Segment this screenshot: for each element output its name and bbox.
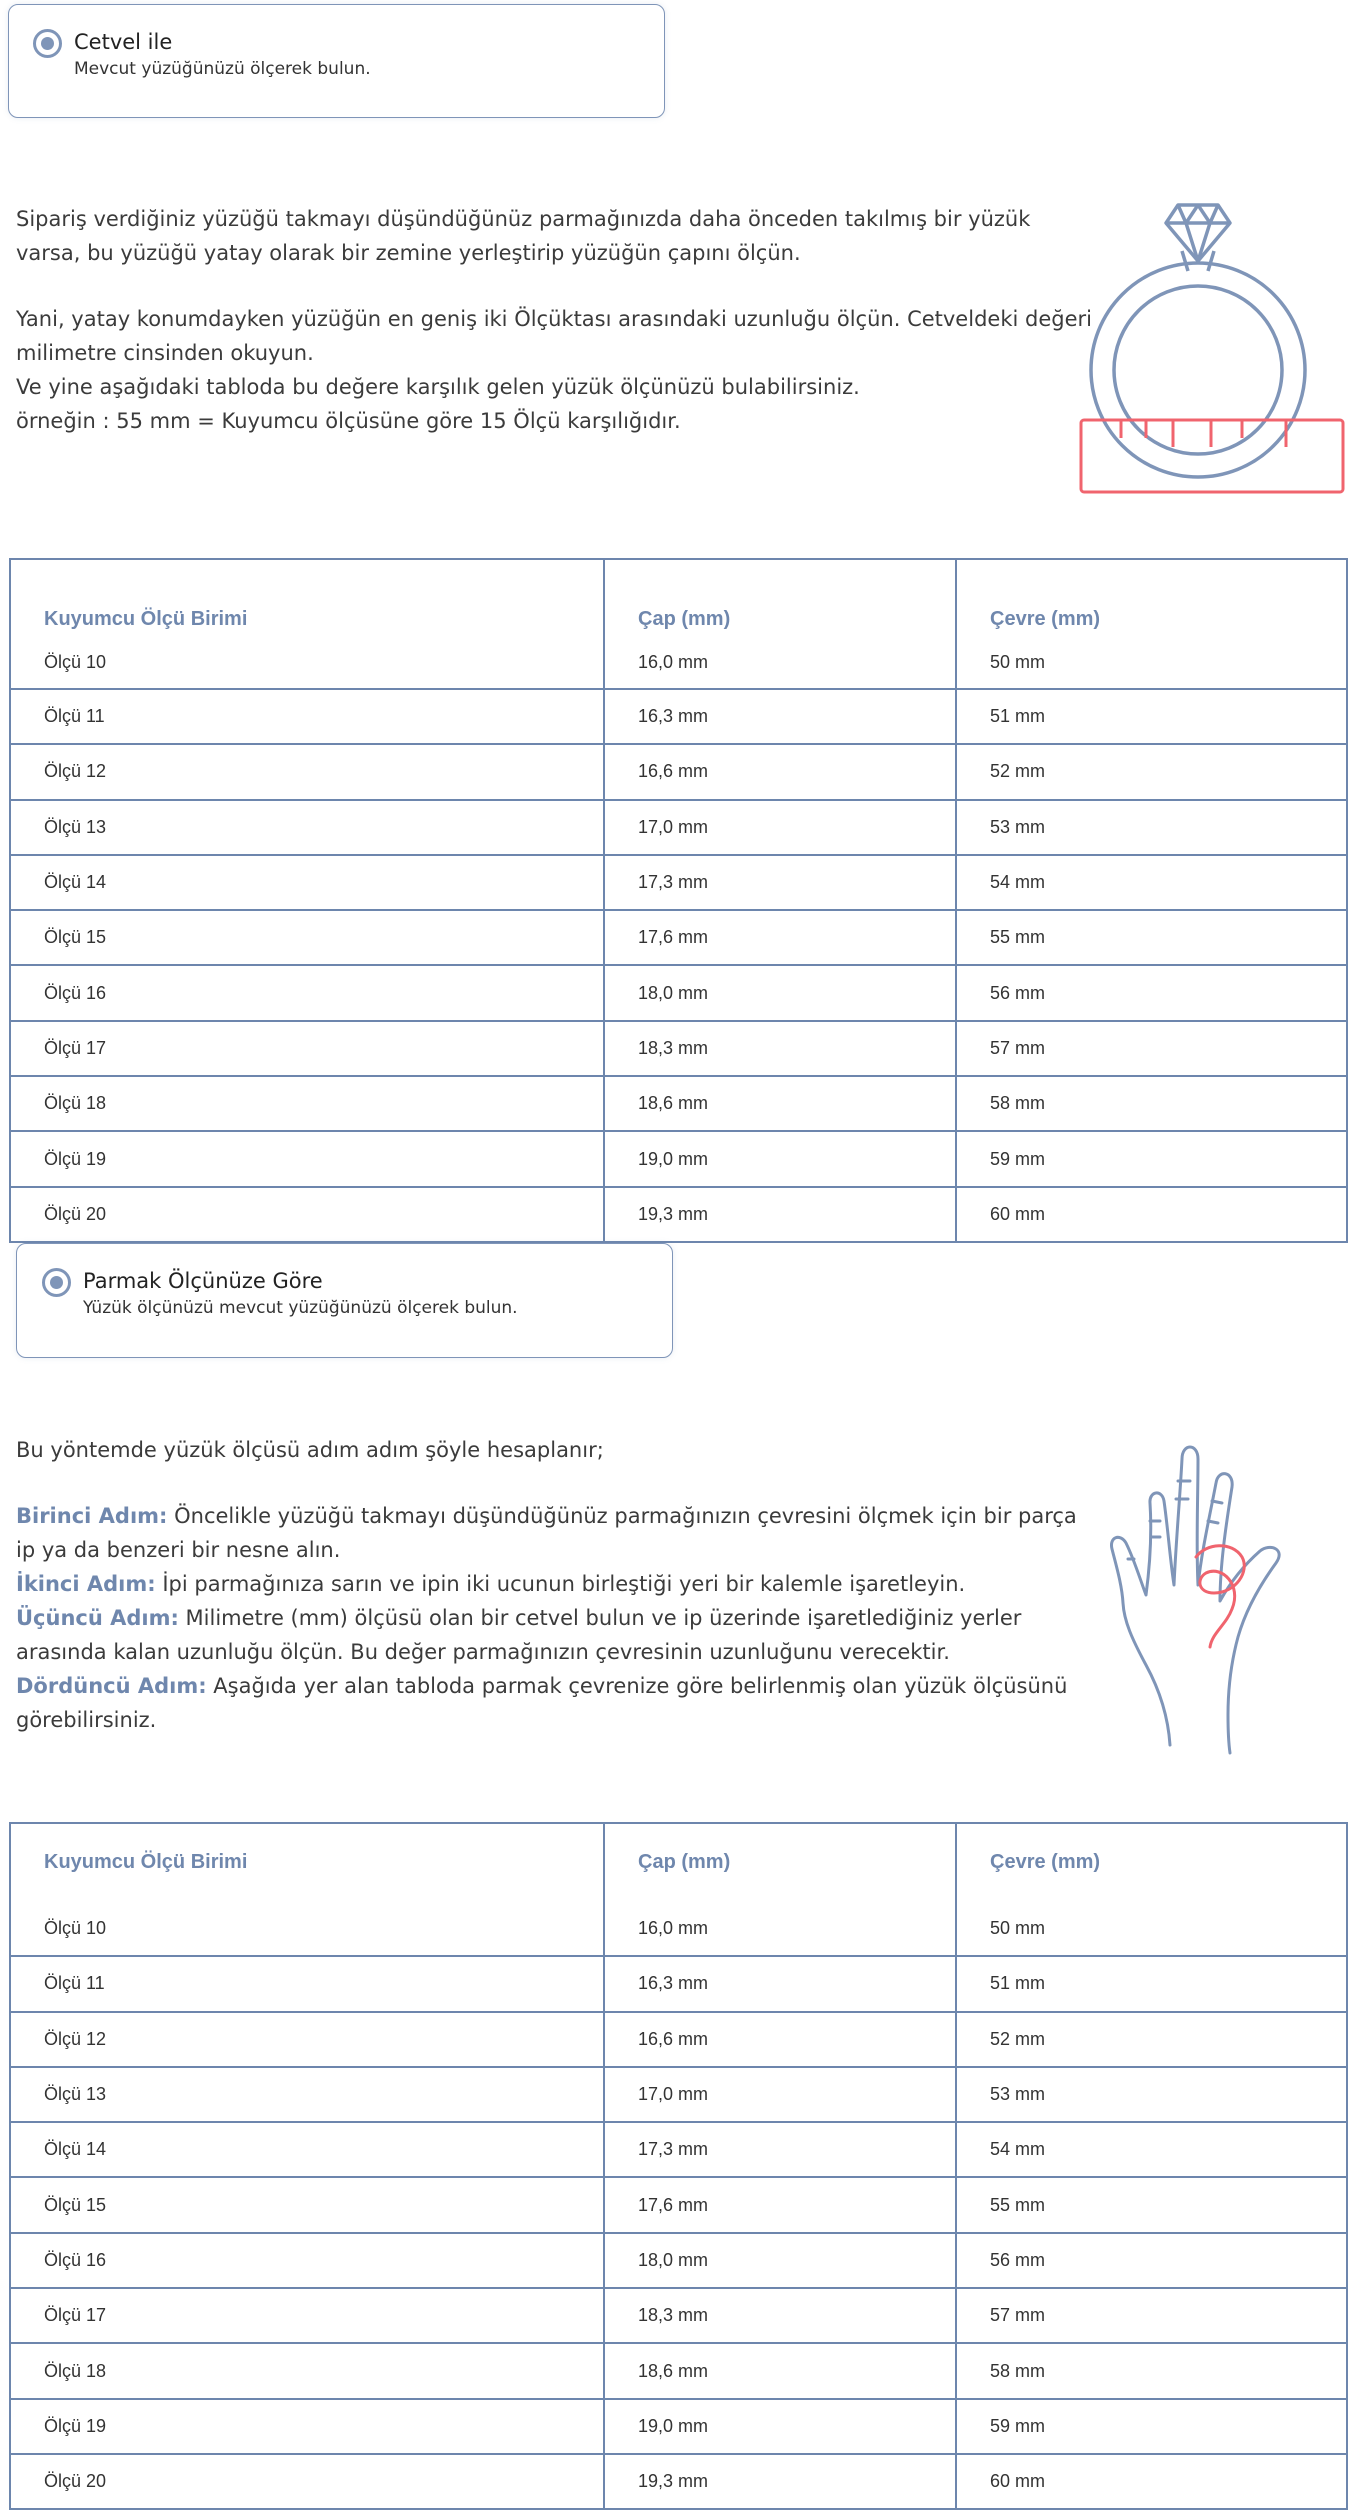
cell-jeweler-size: Ölçü 16 bbox=[10, 2233, 604, 2288]
ruler-instructions bbox=[16, 202, 1096, 438]
cell-diameter: 19,0 mm bbox=[604, 2399, 956, 2454]
cell-diameter: 16,3 mm bbox=[604, 689, 956, 744]
cell-diameter: 16,6 mm bbox=[604, 744, 956, 799]
ruler-method-title: Cetvel ile bbox=[74, 30, 173, 54]
ruler-instructions-p4: örneğin : 55 mm = Kuyumcu ölçüsüne göre 15 Ölçü karşılığıdır. bbox=[16, 409, 681, 433]
cell-jeweler-size: Ölçü 19 bbox=[10, 1131, 604, 1186]
cell-circumference: 58 mm bbox=[956, 2343, 1347, 2398]
table-row bbox=[10, 1076, 1347, 1131]
cell-jeweler-size: Ölçü 20 bbox=[10, 2454, 604, 2509]
step-3-label: Üçüncü Adım: bbox=[16, 1606, 179, 1630]
diamond-shape bbox=[1166, 205, 1230, 261]
cell-diameter: 16,6 mm bbox=[604, 2012, 956, 2067]
ring-on-ruler-illustration bbox=[1070, 195, 1350, 505]
ruler-instructions-p3: Ve yine aşağıdaki tabloda bu değere karşılık gelen yüzük ölçünüzü bulabilirsiniz. bbox=[16, 375, 860, 399]
finger-instructions-intro: Bu yöntemde yüzük ölçüsü adım adım şöyle hesaplanır; bbox=[16, 1438, 604, 1462]
cell-circumference: 52 mm bbox=[956, 744, 1347, 799]
step-4-text: Aşağıda yer alan tabloda parmak çevrenize göre belirlenmiş olan yüzük ölçüsünü görebilirsiniz. bbox=[16, 1674, 1068, 1732]
table-row bbox=[10, 2399, 1347, 2454]
cell-circumference: 50 mm bbox=[956, 637, 1347, 689]
step-2 bbox=[16, 1567, 1096, 1601]
cell-jeweler-size: Ölçü 15 bbox=[10, 910, 604, 965]
cell-diameter: 17,6 mm bbox=[604, 910, 956, 965]
column-header-jeweler-size: Kuyumcu Ölçü Birimi bbox=[10, 559, 604, 637]
cell-diameter: 19,3 mm bbox=[604, 2454, 956, 2509]
cell-circumference: 60 mm bbox=[956, 1187, 1347, 1242]
column-header-diameter: Çap (mm) bbox=[604, 1823, 956, 1901]
cell-diameter: 16,0 mm bbox=[604, 637, 956, 689]
table-row bbox=[10, 2454, 1347, 2509]
cell-diameter: 18,6 mm bbox=[604, 2343, 956, 2398]
table-row bbox=[10, 2122, 1347, 2177]
step-2-text: İpi parmağınıza sarın ve ipin iki ucunun birleştiği yeri bir kalemle işaretleyin. bbox=[155, 1572, 966, 1596]
ruler-method-radio[interactable] bbox=[33, 29, 62, 58]
finger-instructions bbox=[16, 1433, 1096, 1737]
table-row bbox=[10, 2233, 1347, 2288]
cell-diameter: 17,0 mm bbox=[604, 800, 956, 855]
cell-jeweler-size: Ölçü 10 bbox=[10, 637, 604, 689]
cell-jeweler-size: Ölçü 17 bbox=[10, 1021, 604, 1076]
cell-circumference: 51 mm bbox=[956, 1956, 1347, 2011]
cell-circumference: 53 mm bbox=[956, 2067, 1347, 2122]
ring-inner bbox=[1114, 286, 1282, 454]
cell-circumference: 51 mm bbox=[956, 689, 1347, 744]
finger-method-option[interactable] bbox=[16, 1243, 673, 1358]
ring-size-table-finger bbox=[9, 1822, 1348, 2510]
table-row bbox=[10, 744, 1347, 799]
step-4 bbox=[16, 1669, 1096, 1737]
hand-measuring-finger-illustration bbox=[1110, 1425, 1320, 1755]
table-row bbox=[10, 2288, 1347, 2343]
cell-circumference: 53 mm bbox=[956, 800, 1347, 855]
cell-diameter: 18,3 mm bbox=[604, 2288, 956, 2343]
cell-diameter: 17,3 mm bbox=[604, 2122, 956, 2177]
cell-diameter: 17,0 mm bbox=[604, 2067, 956, 2122]
cell-diameter: 17,6 mm bbox=[604, 2177, 956, 2232]
table-row bbox=[10, 2012, 1347, 2067]
cell-diameter: 18,6 mm bbox=[604, 1076, 956, 1131]
table-row bbox=[10, 1187, 1347, 1242]
cell-circumference: 52 mm bbox=[956, 2012, 1347, 2067]
cell-circumference: 54 mm bbox=[956, 855, 1347, 910]
cell-jeweler-size: Ölçü 16 bbox=[10, 965, 604, 1020]
step-4-label: Dördüncü Adım: bbox=[16, 1674, 207, 1698]
table-row bbox=[10, 2067, 1347, 2122]
ring-outer bbox=[1091, 263, 1305, 477]
finger-method-title: Parmak Ölçünüze Göre bbox=[83, 1269, 323, 1293]
finger-method-subtitle: Yüzük ölçünüzü mevcut yüzüğünüzü ölçerek bulun. bbox=[83, 1298, 518, 1318]
table-row bbox=[10, 965, 1347, 1020]
cell-circumference: 58 mm bbox=[956, 1076, 1347, 1131]
cell-jeweler-size: Ölçü 10 bbox=[10, 1901, 604, 1956]
step-1-text: Öncelikle yüzüğü takmayı düşündüğünüz parmağınızın çevresini ölçmek için bir parça ip ya da benzeri bir nesne alın. bbox=[16, 1504, 1077, 1562]
finger-method-radio[interactable] bbox=[42, 1268, 71, 1297]
cell-diameter: 16,3 mm bbox=[604, 1956, 956, 2011]
table-header-row bbox=[10, 559, 1347, 637]
column-header-circumference: Çevre (mm) bbox=[956, 1823, 1347, 1901]
cell-jeweler-size: Ölçü 12 bbox=[10, 744, 604, 799]
cell-circumference: 59 mm bbox=[956, 2399, 1347, 2454]
cell-jeweler-size: Ölçü 12 bbox=[10, 2012, 604, 2067]
cell-jeweler-size: Ölçü 20 bbox=[10, 1187, 604, 1242]
ruler-instructions-p1: Sipariş verdiğiniz yüzüğü takmayı düşündüğünüz parmağınızda daha önceden takılmış bir yüzük varsa, bu yüzüğü yatay olarak bir zemine yerleştirip yüzüğün çapını ölçün. bbox=[16, 207, 1031, 265]
cell-diameter: 18,3 mm bbox=[604, 1021, 956, 1076]
hand-outline bbox=[1111, 1447, 1279, 1753]
table-row bbox=[10, 800, 1347, 855]
step-3-text: Milimetre (mm) ölçüsü olan bir cetvel bulun ve ip üzerinde işaretlediğiniz yerler arasında kalan uzunluğu ölçün. Bu değer parmağınızın çevresinin uzunluğunu verecektir. bbox=[16, 1606, 1022, 1664]
table-row bbox=[10, 689, 1347, 744]
cell-diameter: 18,0 mm bbox=[604, 965, 956, 1020]
column-header-diameter: Çap (mm) bbox=[604, 559, 956, 637]
step-3 bbox=[16, 1601, 1096, 1669]
table-row bbox=[10, 855, 1347, 910]
cell-diameter: 17,3 mm bbox=[604, 855, 956, 910]
column-header-jeweler-size: Kuyumcu Ölçü Birimi bbox=[10, 1823, 604, 1901]
table-row bbox=[10, 1901, 1347, 1956]
cell-jeweler-size: Ölçü 14 bbox=[10, 855, 604, 910]
cell-circumference: 57 mm bbox=[956, 1021, 1347, 1076]
cell-jeweler-size: Ölçü 14 bbox=[10, 2122, 604, 2177]
cell-circumference: 54 mm bbox=[956, 2122, 1347, 2177]
cell-diameter: 19,3 mm bbox=[604, 1187, 956, 1242]
cell-diameter: 19,0 mm bbox=[604, 1131, 956, 1186]
table-row bbox=[10, 1021, 1347, 1076]
table-row bbox=[10, 2343, 1347, 2398]
ruler-method-option[interactable] bbox=[8, 4, 665, 118]
cell-diameter: 16,0 mm bbox=[604, 1901, 956, 1956]
cell-circumference: 57 mm bbox=[956, 2288, 1347, 2343]
cell-circumference: 55 mm bbox=[956, 910, 1347, 965]
cell-jeweler-size: Ölçü 19 bbox=[10, 2399, 604, 2454]
step-1 bbox=[16, 1499, 1096, 1567]
cell-jeweler-size: Ölçü 17 bbox=[10, 2288, 604, 2343]
column-header-circumference: Çevre (mm) bbox=[956, 559, 1347, 637]
cell-circumference: 55 mm bbox=[956, 2177, 1347, 2232]
table-row bbox=[10, 2177, 1347, 2232]
cell-jeweler-size: Ölçü 11 bbox=[10, 689, 604, 744]
step-2-label: İkinci Adım: bbox=[16, 1572, 156, 1596]
table-row bbox=[10, 910, 1347, 965]
cell-jeweler-size: Ölçü 11 bbox=[10, 1956, 604, 2011]
ring-size-table-ruler bbox=[9, 558, 1348, 1243]
ruler-method-subtitle: Mevcut yüzüğünüzü ölçerek bulun. bbox=[74, 59, 371, 79]
table-row bbox=[10, 1131, 1347, 1186]
cell-circumference: 56 mm bbox=[956, 2233, 1347, 2288]
table-row bbox=[10, 637, 1347, 689]
cell-circumference: 60 mm bbox=[956, 2454, 1347, 2509]
cell-jeweler-size: Ölçü 18 bbox=[10, 2343, 604, 2398]
ruler-instructions-p2: Yani, yatay konumdayken yüzüğün en geniş iki Ölçüktası arasındaki uzunluğu ölçün. Cetveldeki değeri milimetre cinsinden okuyun. bbox=[16, 307, 1092, 365]
cell-diameter: 18,0 mm bbox=[604, 2233, 956, 2288]
table-header-row bbox=[10, 1823, 1347, 1901]
cell-circumference: 50 mm bbox=[956, 1901, 1347, 1956]
cell-circumference: 59 mm bbox=[956, 1131, 1347, 1186]
cell-jeweler-size: Ölçü 13 bbox=[10, 2067, 604, 2122]
table-row bbox=[10, 1956, 1347, 2011]
cell-circumference: 56 mm bbox=[956, 965, 1347, 1020]
cell-jeweler-size: Ölçü 18 bbox=[10, 1076, 604, 1131]
cell-jeweler-size: Ölçü 15 bbox=[10, 2177, 604, 2232]
cell-jeweler-size: Ölçü 13 bbox=[10, 800, 604, 855]
step-1-label: Birinci Adım: bbox=[16, 1504, 168, 1528]
